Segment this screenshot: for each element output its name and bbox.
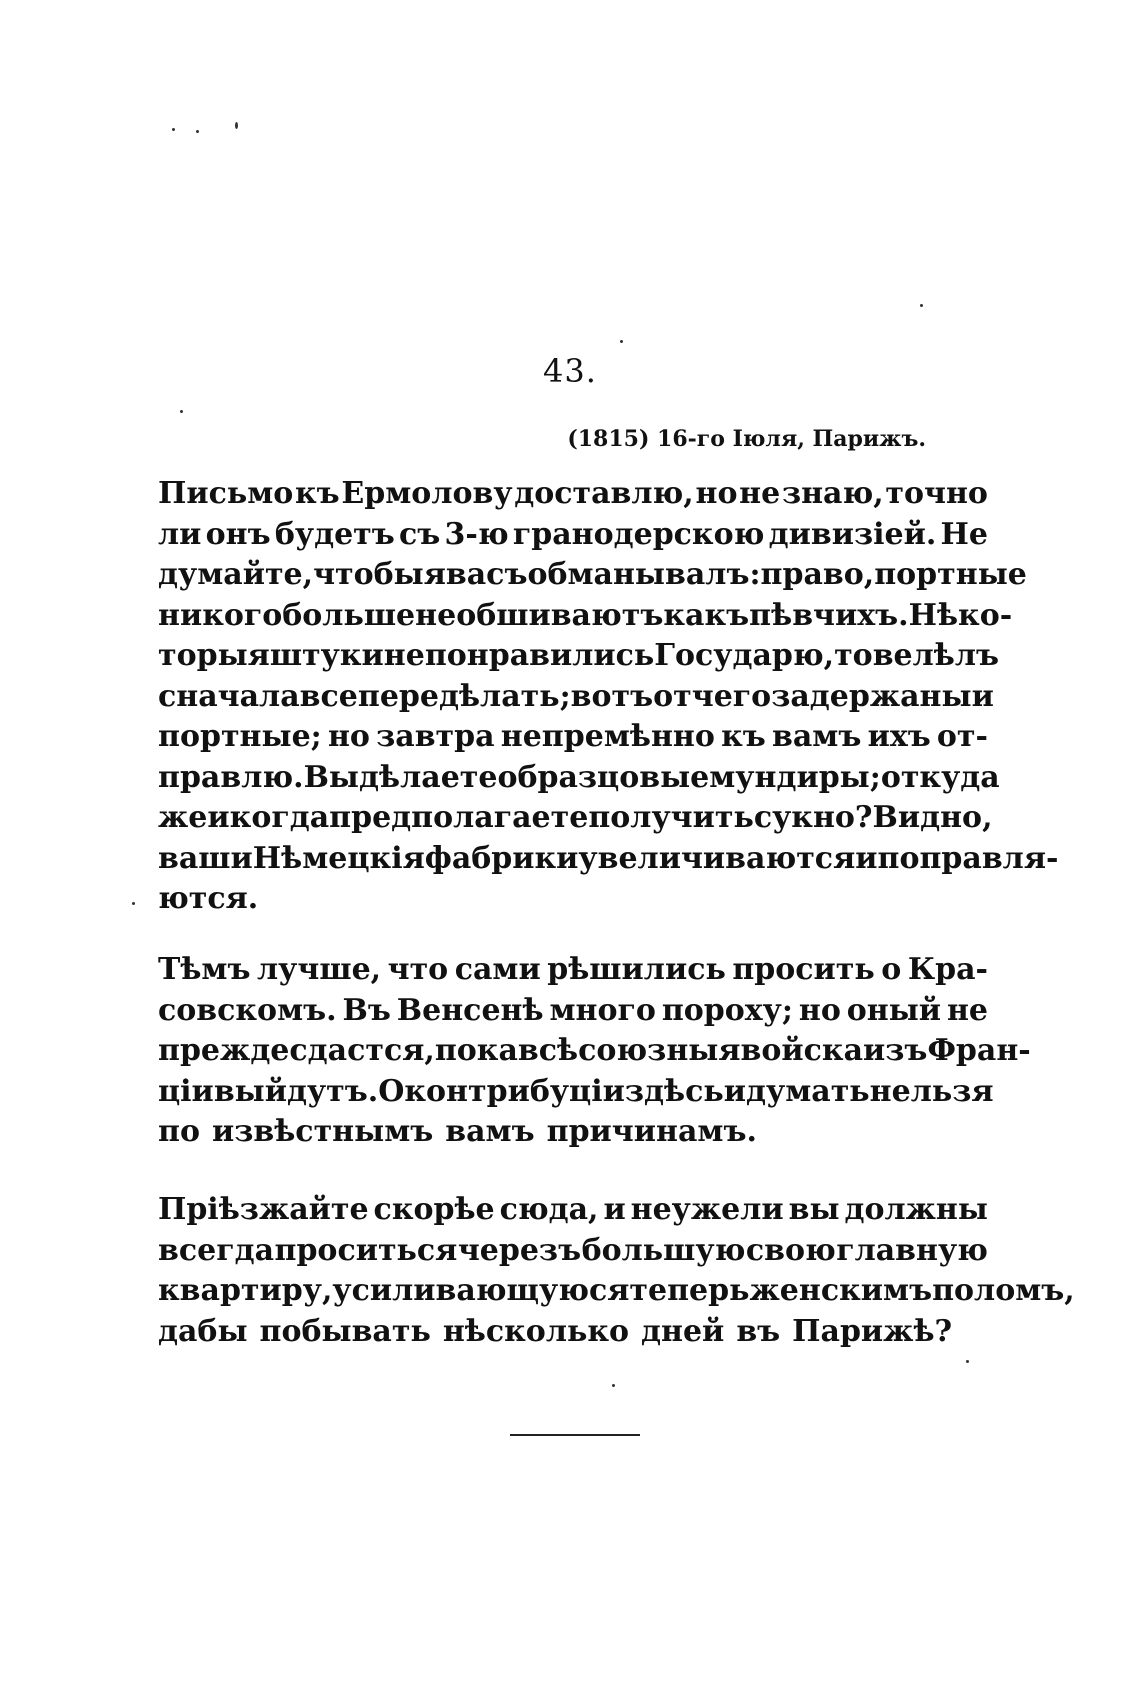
text-line: прежде сдастся, пока всѣ союзныя войска изъ Фран- [158, 1033, 1031, 1068]
scan-speck [235, 122, 238, 129]
text-line: ваши Нѣмецкія фабрики увеличиваются и поправля- [158, 840, 1059, 876]
scan-speck [172, 128, 175, 131]
scan-speck [180, 410, 183, 413]
text-line: Письмо къ Ермолову доставлю, но не знаю, точно [158, 476, 988, 511]
text-line: ціи выйдутъ. О контрибуціи здѣсь и думать нельзя [158, 1073, 994, 1109]
text-line: сначала все передѣлать; вотъ отчего задержаны и [158, 678, 994, 714]
letter-number: 43. [543, 352, 597, 390]
scan-speck [920, 304, 923, 307]
text-line: никого больше не обшиваютъ какъ пѣвчихъ. Нѣко- [158, 597, 1013, 633]
text-line: квартиру, усиливающуюся теперь женскимъ поломъ, [158, 1273, 1075, 1308]
text-line: Пріѣзжайте скорѣе сюда, и неужели вы должны [158, 1192, 988, 1227]
text-line: дабы побывать нѣсколько дней въ Парижѣ? [158, 1313, 953, 1349]
scan-speck [196, 130, 199, 133]
text-line: же и когда предполагаете получить сукно? Видно, [158, 800, 993, 835]
scan-speck [966, 1360, 969, 1363]
text-line: всегда проситься черезъ большую свою главную [158, 1232, 988, 1268]
text-line: портные; но завтра непремѣнно къ вамъ ихъ от- [158, 719, 988, 754]
dateline: (1815) 16-го Іюля, Парижъ. [567, 426, 926, 452]
closing-rule [510, 1434, 640, 1436]
scan-speck [132, 902, 135, 905]
scan-speck [620, 340, 623, 343]
text-line: торыя штуки не понравились Государю, то велѣлъ [158, 638, 1000, 673]
paragraph-3 [158, 1190, 1075, 1352]
text-line: совскомъ. Въ Венсенѣ много пороху; но оный не [158, 992, 988, 1028]
text-line: по извѣстнымъ вамъ причинамъ. [158, 1114, 757, 1149]
scan-speck [612, 1384, 615, 1387]
text-line: Тѣмъ лучше, что сами рѣшились просить о Кра- [158, 952, 988, 987]
text-line: ются. [158, 881, 259, 916]
text-line: правлю. Вы дѣлаете образцовые мундиры; откуда [158, 759, 1000, 795]
paragraph-2 [158, 950, 1031, 1153]
text-line: ли онъ будетъ съ 3-ю гранодерскою дивизіей. Не [158, 516, 988, 552]
paragraph-1 [158, 474, 1059, 920]
text-line: думайте, чтобы я васъ обманывалъ: право, портные [158, 557, 1027, 592]
